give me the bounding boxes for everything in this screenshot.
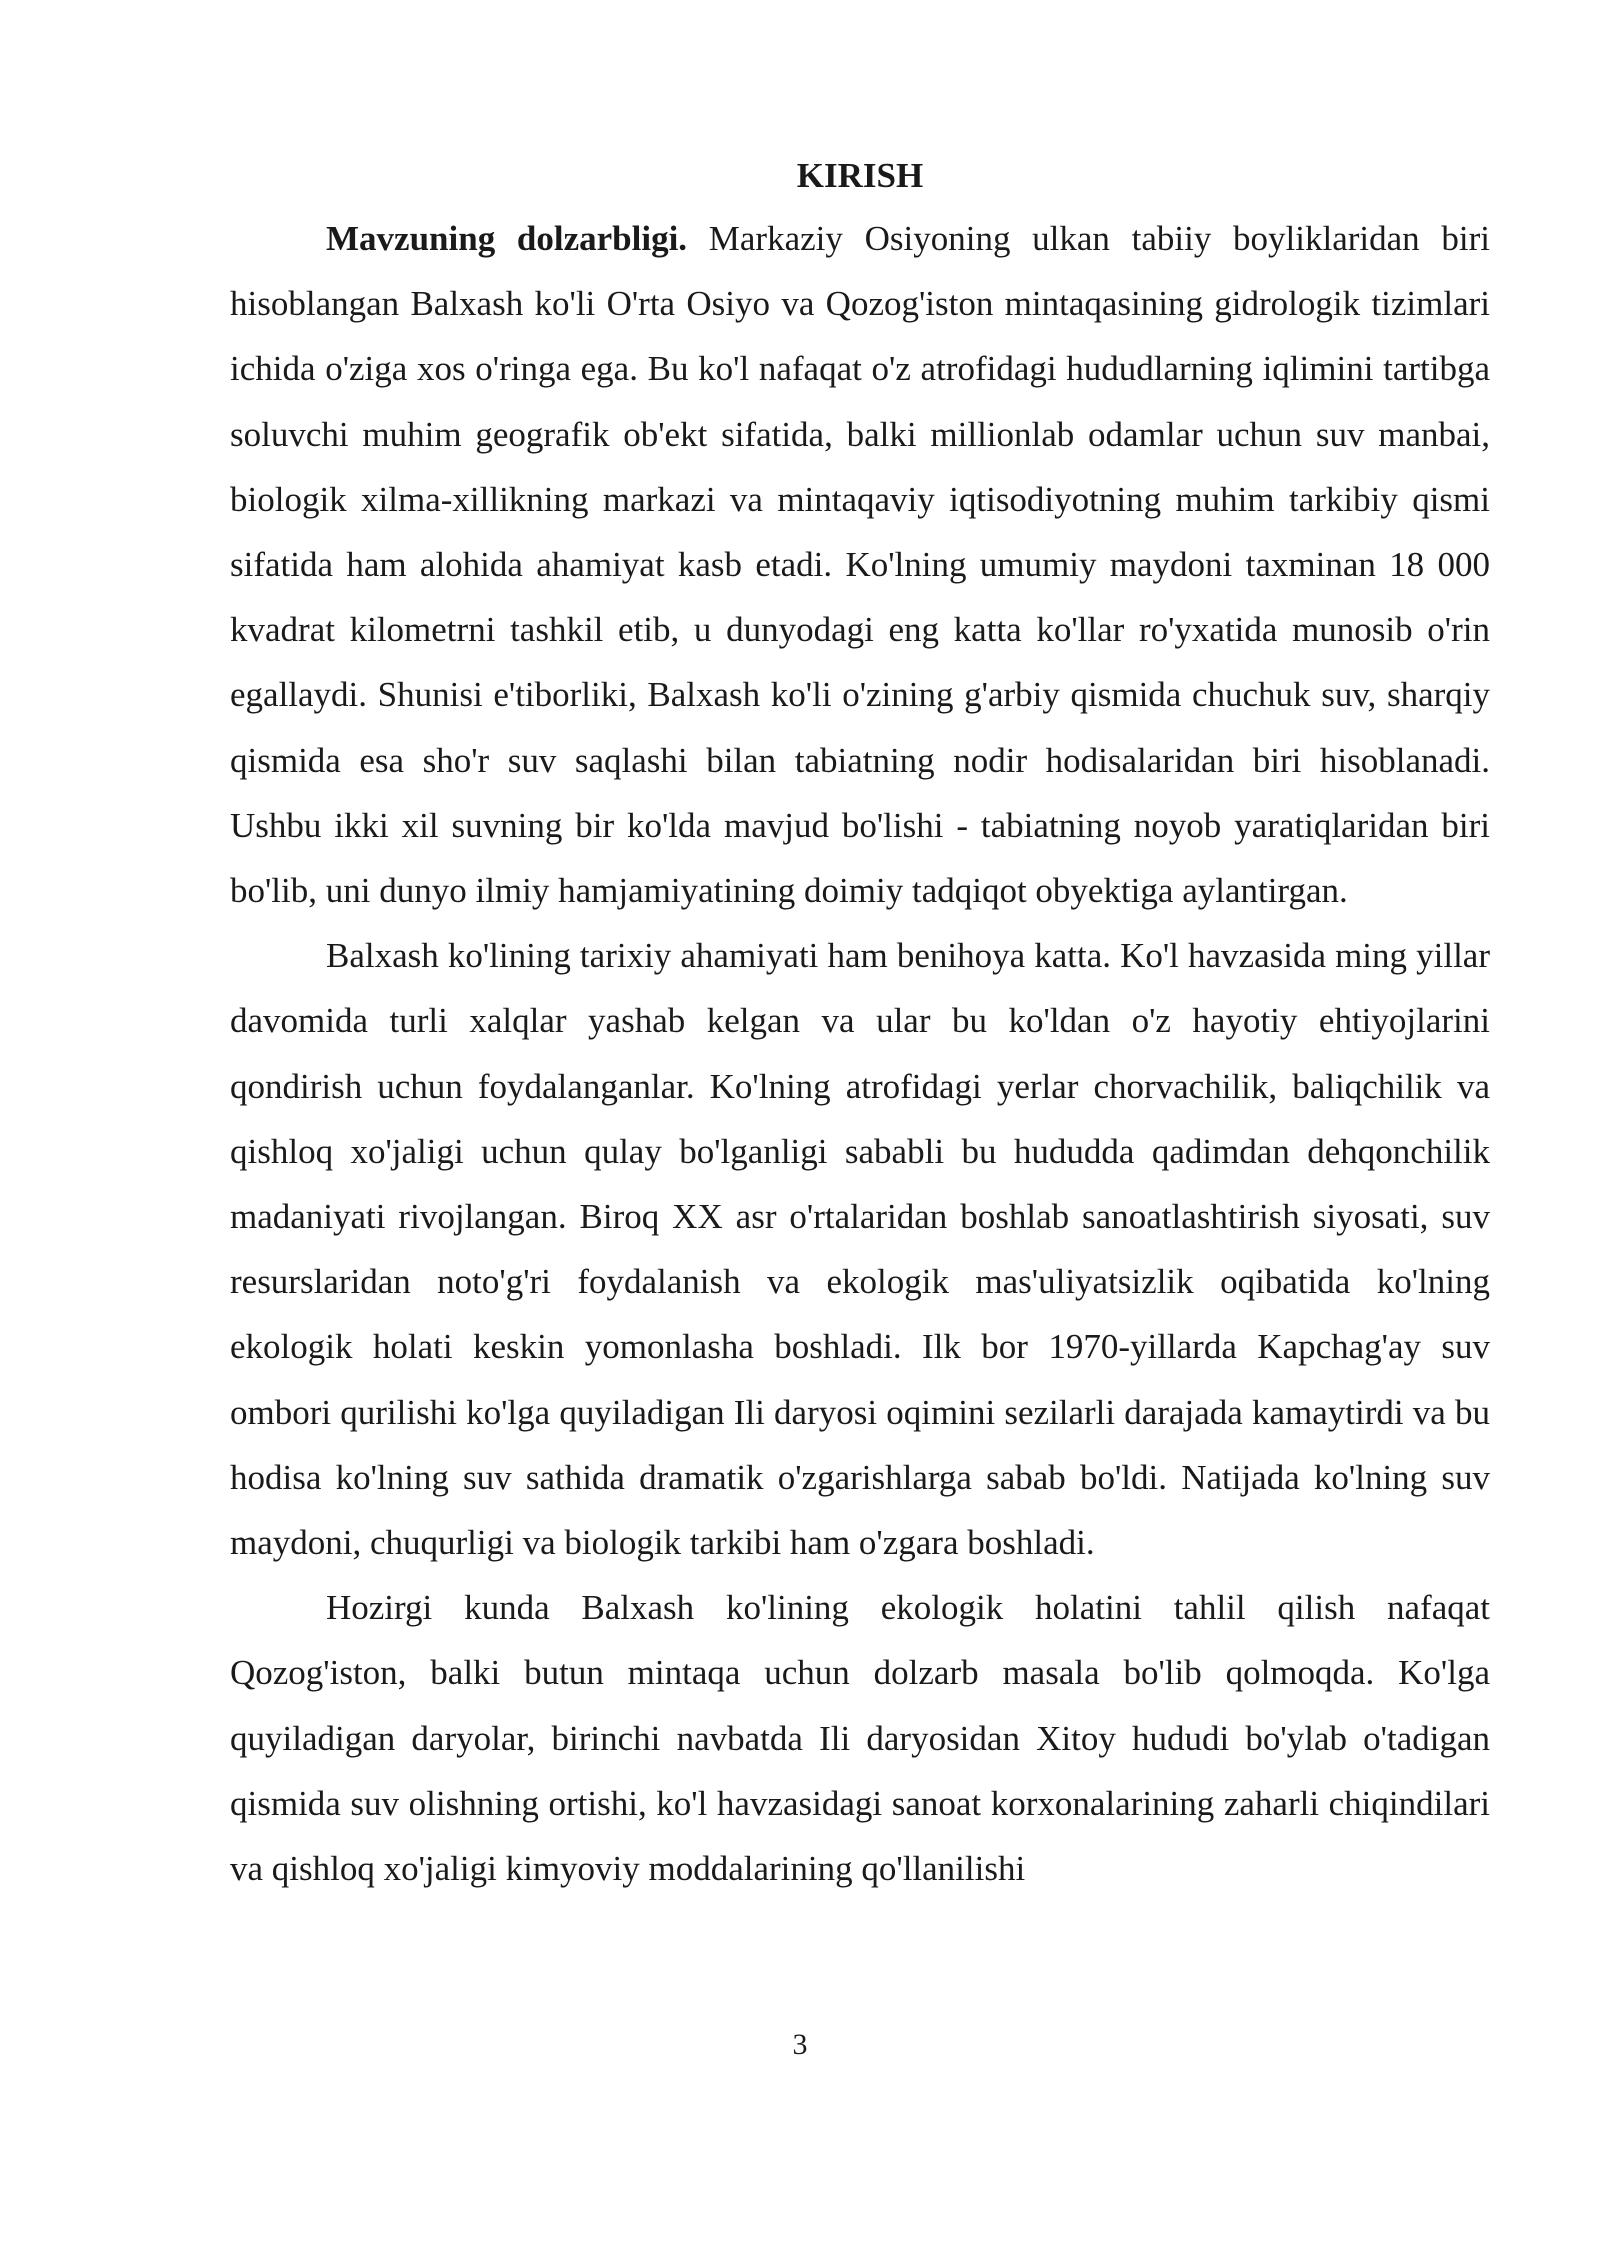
paragraph-text: Markaziy Osiyoning ulkan tabiiy boyliklaridan biri hisoblangan Balxash ko'li O'rta Osiyo va Qozog'iston mintaqasining gidrologik tizimlari ichida o'ziga xos o'ringa ega. Bu ko'l nafaqat o'z atrofidagi hududlarning iqlimini tartibga soluvchi muhim geografik ob'ekt sifatida, balki millionlab odamlar uchun suv manbai, biologik xilma-xillikning markazi va mintaqaviy iqtisodiyotning muhim tarkibiy qismi sifatida ham alohida ahamiyat kasb etadi. Ko'lning umumiy maydoni taxminan 18 000 kvadrat kilometrni tashkil etib, u dunyodagi eng katta ko'llar ro'yxatida munosib o'rin egallaydi. Shunisi e'tiborliki, Balxash ko'li o'zining g'arbiy qismida chuchuk suv, sharqiy qismida esa sho'r suv saqlashi bilan tabiatning nodir hodisalaridan biri hisoblanadi. Ushbu ikki xil suvning bir ko'lda mavjud bo'lishi - tabiatning noyob yaratiqlaridan biri bo'lib, uni dunyo ilmiy hamjamiyatining doimiy tadqiqot obyektiga aylantirgan.: [230, 219, 1491, 911]
paragraph-history: Balxash ko'lining tarixiy ahamiyati ham benihoya katta. Ko'l havzasida ming yillar davomida turli xalqlar yashab kelgan va ular bu ko'ldan o'z hayotiy ehtiyojlarini qondirish uchun foydalanganlar. Ko'lning atrofidagi yerlar chorvachilik, baliqchilik va qishloq xo'jaligi uchun qulay bo'lganligi sababli bu hududda qadimdan dehqonchilik madaniyati rivojlangan. Biroq XX asr o'rtalaridan boshlab sanoatlashtirish siyosati, suv resurslaridan noto'g'ri foydalanish va ekologik mas'uliyatsizlik oqibatida ko'lning ekologik holati keskin yomonlasha boshladi. Ilk bor 1970-yillarda Kapchag'ay suv ombori qurilishi ko'lga quyiladigan Ili daryosi oqimini sezilarli darajada kamaytirdi va bu hodisa ko'lning suv sathida dramatik o'zgarishlarga sabab bo'ldi. Natijada ko'lning suv maydoni, chuqurligi va biologik tarkibi ham o'zgara boshladi.: [230, 936, 1490, 1563]
section-heading: KIRISH: [796, 156, 924, 195]
paragraph-current-state: Hozirgi kunda Balxash ko'lining ekologik holatini tahlil qilish nafaqat Qozog'iston, balki butun mintaqa uchun dolzarb masala bo'lib qolmoqda. Ko'lga quyiladigan daryolar, birinchi navbatda Ili daryosidan Xitoy hududi bo'ylab o'tadigan qismida suv olishning ortishi, ko'l havzasidagi sanoat korxonalarining zaharli chiqindilari va qishloq xo'jaligi kimyoviy moddalarining qo'llanilishi: [230, 1588, 1490, 1889]
paragraph-lead: Mavzuning dolzarbligi.: [326, 219, 688, 258]
page-body: [230, 150, 1490, 1901]
page-number: 3: [792, 2028, 808, 2061]
paragraph-relevance: [230, 206, 1490, 923]
